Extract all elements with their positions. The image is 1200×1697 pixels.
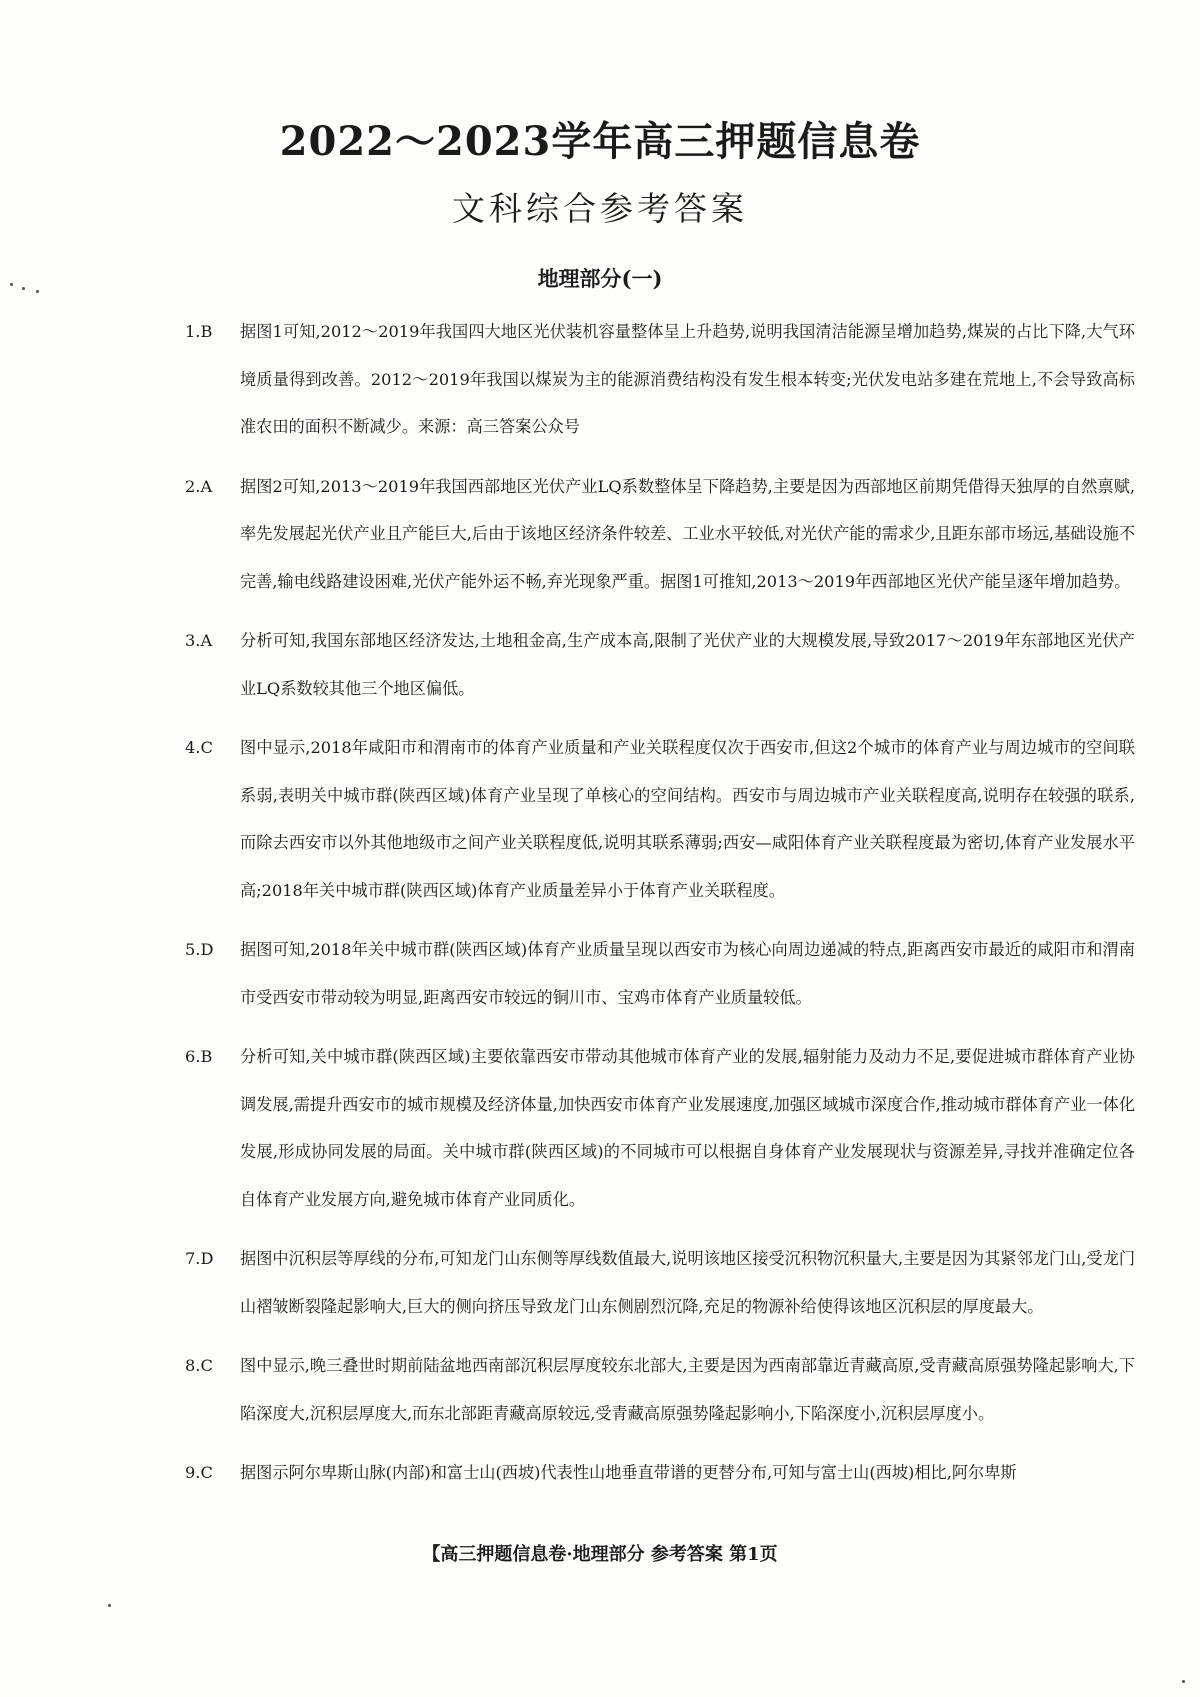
scan-speck bbox=[36, 290, 39, 293]
scan-speck bbox=[10, 283, 13, 286]
section-title-geography: 地理部分(一) bbox=[537, 266, 663, 291]
answer-item-5 bbox=[185, 926, 1135, 1021]
answer-item-7 bbox=[185, 1235, 1135, 1330]
answer-number: 1.B bbox=[185, 322, 213, 341]
answer-explanation: 据图中沉积层等厚线的分布,可知龙门山东侧等厚线数值最大,说明该地区接受沉积物沉积量大,主要是因为其紧邻龙门山,受龙门山褶皱断裂隆起影响大,巨大的侧向挤压导致龙门山东侧剧烈沉降,充足的物源补给使得该地区沉积层的厚度最大。 bbox=[240, 1249, 1135, 1316]
answer-explanation: 据图可知,2018年关中城市群(陕西区域)体育产业质量呈现以西安市为核心向周边递减的特点,距离西安市最近的咸阳市和渭南市受西安市带动较为明显,距离西安市较远的铜川市、宝鸡市体育产业质量较低。 bbox=[240, 940, 1135, 1007]
scan-speck bbox=[22, 287, 25, 290]
answer-item-9 bbox=[185, 1449, 1135, 1497]
answer-item-2 bbox=[185, 463, 1135, 606]
answer-number: 4.C bbox=[185, 738, 213, 757]
answer-explanation: 图中显示,2018年咸阳市和渭南市的体育产业质量和产业关联程度仅次于西安市,但这2个城市的体育产业与周边城市的空间联系弱,表明关中城市群(陕西区域)体育产业呈现了单核心的空间结构。西安市与周边城市产业关联程度高,说明存在较强的联系,而除去西安市以外其他地级市之间产业关联程度低,说明其联系薄弱;西安—咸阳体育产业关联程度最为密切,体育产业发展水平高;2018年关中城市群(陕西区域)体育产业质量差异小于体育产业关联程度。 bbox=[240, 738, 1135, 900]
answer-number: 8.C bbox=[185, 1356, 213, 1375]
answer-number: 9.C bbox=[185, 1463, 213, 1482]
page-footer: 【高三押题信息卷·地理部分 参考答案 第1页 bbox=[422, 1544, 778, 1565]
answer-explanation: 据图示阿尔卑斯山脉(内部)和富士山(西坡)代表性山地垂直带谱的更替分布,可知与富士山(西坡)相比,阿尔卑斯 bbox=[240, 1463, 1017, 1482]
scan-speck bbox=[1182, 1680, 1185, 1683]
answer-number: 5.D bbox=[185, 940, 214, 959]
answer-explanation: 分析可知,关中城市群(陕西区域)主要依靠西安市带动其他城市体育产业的发展,辐射能力及动力不足,要促进城市群体育产业协调发展,需提升西安市的城市规模及经济体量,加快西安市体育产业发展速度,加强区域城市深度合作,推动城市群体育产业一体化发展,形成协同发展的局面。关中城市群(陕西区域)的不同城市可以根据自身体育产业发展现状与资源差异,寻找并准确定位各自体育产业发展方向,避免城市体育产业同质化。 bbox=[240, 1047, 1135, 1209]
answer-number: 2.A bbox=[185, 476, 213, 496]
answer-item-4 bbox=[185, 724, 1135, 914]
answer-item-1 bbox=[185, 308, 1135, 451]
answer-explanation: 图中显示,晚三叠世时期前陆盆地西南部沉积层厚度较东北部大,主要是因为西南部靠近青藏高原,受青藏高原强势隆起影响大,下陷深度大,沉积层厚度大,而东北部距青藏高原较远,受青藏高原强势隆起影响小,下陷深度小,沉积层厚度小。 bbox=[240, 1356, 1135, 1423]
answer-key-subtitle: 文科综合参考答案 bbox=[452, 189, 748, 228]
answer-item-3 bbox=[185, 617, 1135, 712]
answer-item-6 bbox=[185, 1033, 1135, 1223]
answer-list bbox=[185, 308, 1135, 1509]
scan-speck bbox=[108, 1604, 111, 1607]
answer-explanation: 据图1可知,2012～2019年我国四大地区光伏装机容量整体呈上升趋势,说明我国清洁能源呈增加趋势,煤炭的占比下降,大气环境质量得到改善。2012～2019年我国以煤炭为主的能源消费结构没有发生根本转变;光伏发电站多建在荒地上,不会导致高标准农田的面积不断减少。来源：高三答案公众号 bbox=[240, 322, 1135, 436]
answer-explanation: 分析可知,我国东部地区经济发达,土地租金高,生产成本高,限制了光伏产业的大规模发展,导致2017～2019年东部地区光伏产业LQ系数较其他三个地区偏低。 bbox=[240, 631, 1135, 698]
answer-number: 3.A bbox=[185, 631, 213, 650]
answer-number: 7.D bbox=[185, 1249, 214, 1268]
exam-title: 2022～2023学年高三押题信息卷 bbox=[279, 118, 921, 165]
answer-number: 6.B bbox=[185, 1047, 213, 1066]
answer-item-8 bbox=[185, 1342, 1135, 1437]
answer-explanation: 据图2可知,2013～2019年我国西部地区光伏产业LQ系数整体呈下降趋势,主要是因为西部地区前期凭借得天独厚的自然禀赋,率先发展起光伏产业且产能巨大,后由于该地区经济条件较差、工业水平较低,对光伏产能的需求少,且距东部市场远,基础设施不完善,输电线路建设困难,光伏产能外运不畅,弃光现象严重。据图1可推知,2013～2019年西部地区光伏产能呈逐年增加趋势。 bbox=[240, 476, 1135, 591]
